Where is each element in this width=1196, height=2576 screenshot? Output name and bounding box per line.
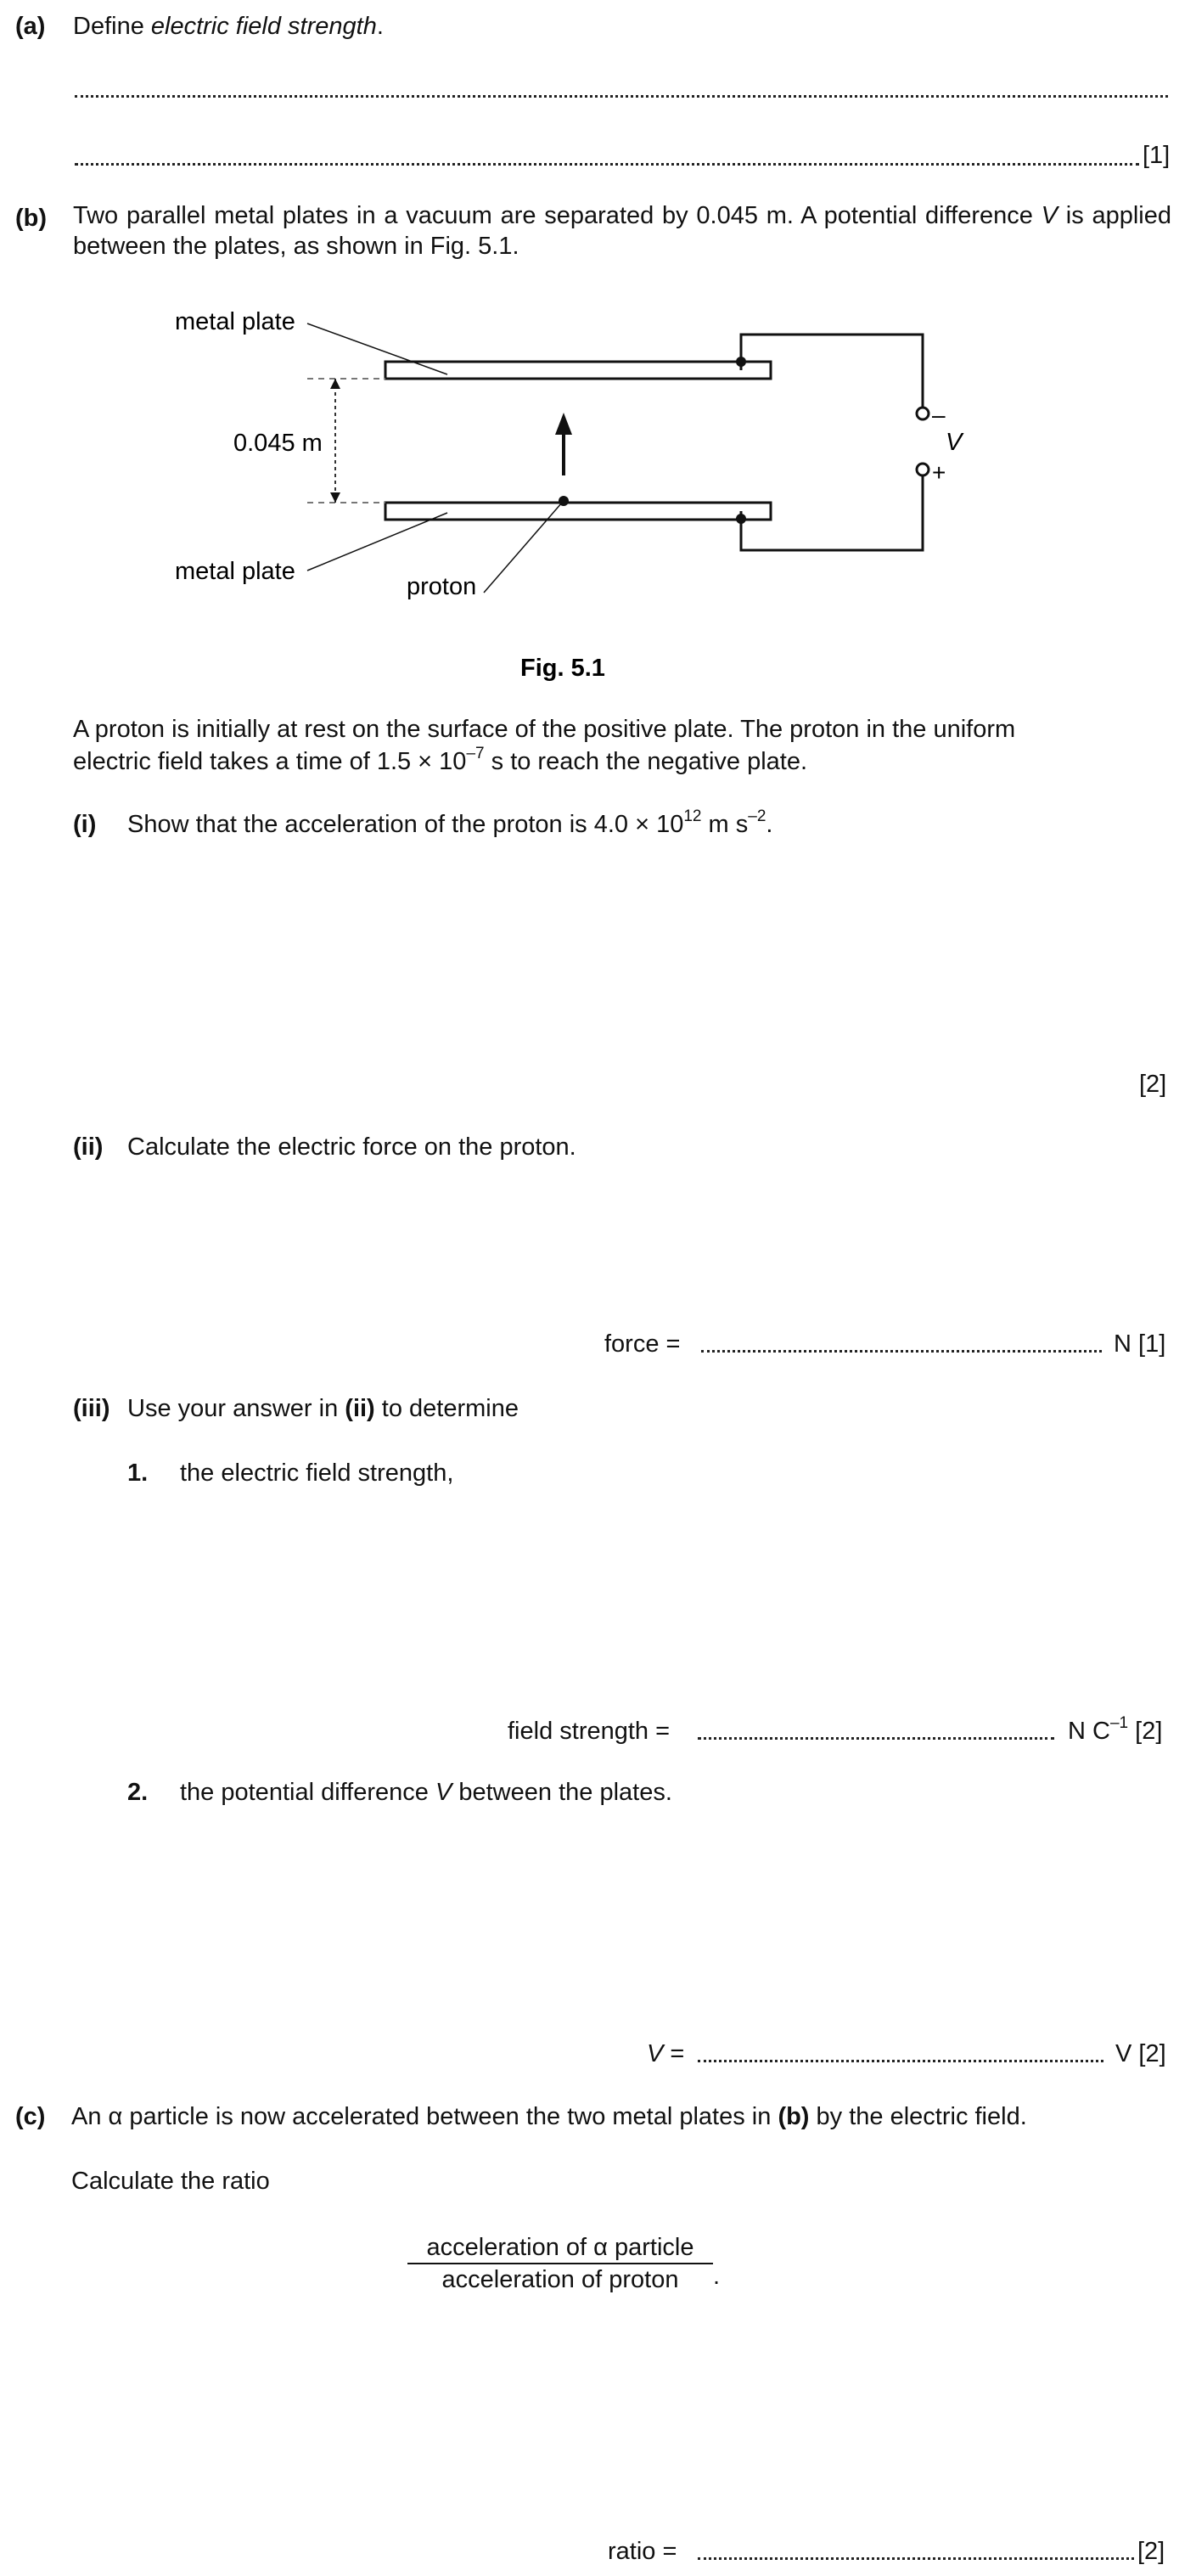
part-c-text-bold: (b) [778, 2103, 810, 2130]
q-iii-text-b: to determine [374, 1395, 519, 1422]
part-a-question [73, 12, 384, 42]
part-c-calc-text: Calculate the ratio [71, 2168, 270, 2195]
q-iii-1-number: 1. [127, 1460, 149, 1487]
separation-arrow-bottom [330, 492, 340, 503]
top-plate-label: metal plate [175, 308, 295, 335]
q-iii-1-text: the electric field strength, [180, 1460, 454, 1487]
q-ii-label: (ii) [73, 1133, 104, 1161]
proton-text-2-exp: –7 [466, 745, 485, 763]
part-c-text [71, 2102, 1027, 2132]
top-plate-leader [307, 323, 447, 374]
part-c-text-a: An α particle is now accelerated between the two metal plates in [71, 2103, 778, 2130]
part-c-label: (c) [15, 2103, 46, 2130]
q-iii-text-bold: (ii) [345, 1395, 375, 1422]
fraction-end: . [713, 2263, 721, 2290]
q-iii-text [127, 1394, 519, 1424]
ratio-marks: [2] [1137, 2538, 1165, 2565]
field-strength-answer-line[interactable] [698, 1737, 1054, 1740]
bottom-plate-leader [307, 513, 447, 571]
q-iii-2-text-var: V [435, 1779, 452, 1806]
positive-terminal [917, 464, 929, 475]
bottom-metal-plate [385, 503, 771, 520]
fraction-numerator: acceleration of α particle [426, 2234, 694, 2261]
voltage-marks: [2] [1138, 2040, 1166, 2067]
part-b-label: (b) [15, 205, 48, 232]
voltage-label: V [946, 429, 963, 456]
q-iii-2-number: 2. [127, 1779, 149, 1806]
field-strength-unit-exp: –1 [1109, 1714, 1129, 1733]
q-i-text-a: Show that the acceleration of the proton is 4.0 × 10 [127, 811, 684, 838]
fraction-bar [407, 2263, 713, 2264]
q-iii-label: (iii) [73, 1395, 110, 1422]
field-strength-answer-label: field strength = [508, 1718, 671, 1745]
proton-label: proton [407, 573, 477, 600]
proton-text-2b: s to reach the negative plate. [484, 748, 808, 775]
ratio-answer-label: ratio = [608, 2538, 677, 2565]
voltage-unit [1115, 2039, 1166, 2069]
ratio-fraction [407, 2233, 713, 2294]
part-c-text-b: by the electric field. [809, 2103, 1027, 2130]
force-answer-line[interactable] [701, 1350, 1102, 1353]
figure-5-1 [0, 289, 1196, 682]
answer-line-a1[interactable] [75, 95, 1168, 98]
voltage-answer-eq: = [663, 2040, 685, 2067]
fraction-denominator: acceleration of proton [441, 2266, 679, 2293]
voltage-answer-var: V [647, 2040, 664, 2067]
part-a-label: (a) [15, 13, 46, 40]
force-marks: [1] [1138, 1330, 1166, 1358]
minus-sign: – [932, 402, 946, 428]
separation-arrow-top [330, 379, 340, 389]
part-b-intro-post: is applied between the plates, as shown in Fig. 5.1. [73, 202, 1172, 260]
q-iii-text-a: Use your answer in [127, 1395, 345, 1422]
q-i-marks: [2] [1139, 1071, 1167, 1098]
force-unit-text: N [1114, 1330, 1131, 1358]
part-b-intro-var: V [1041, 202, 1058, 229]
field-strength-unit-text: N C [1068, 1718, 1110, 1745]
voltage-answer-label [647, 2039, 684, 2069]
q-iii-2-text-b: between the plates. [452, 1779, 672, 1806]
negative-terminal [917, 408, 929, 419]
force-arrow-head [555, 413, 572, 435]
part-b-intro [73, 200, 1171, 262]
answer-line-a2[interactable] [75, 163, 1139, 166]
q-i-exp1: 12 [683, 807, 702, 826]
part-a-text-before: Define [73, 13, 151, 40]
q-i-label: (i) [73, 811, 97, 838]
force-answer-label: force = [604, 1330, 681, 1358]
part-a-marks: [1] [1143, 142, 1171, 169]
q-i-exp2: –2 [748, 807, 766, 826]
bottom-plate-label: metal plate [175, 558, 295, 585]
top-metal-plate [385, 362, 771, 379]
voltage-answer-line[interactable] [698, 2060, 1103, 2062]
proton-text-line2 [73, 747, 807, 777]
part-a-text-after: . [376, 13, 384, 40]
part-b-intro-pre: Two parallel metal plates in a vacuum are separated by 0.045 m. A potential difference [73, 202, 1042, 229]
top-wire-junction [736, 357, 746, 367]
figure-caption: Fig. 5.1 [520, 655, 605, 682]
ratio-answer-line[interactable] [698, 2557, 1134, 2560]
part-a-term: electric field strength [150, 13, 377, 40]
q-iii-2-text-a: the potential difference [180, 1779, 435, 1806]
q-iii-2-text [180, 1778, 672, 1808]
bottom-wire-junction [736, 514, 746, 524]
separation-label: 0.045 m [233, 430, 323, 457]
plus-sign: + [932, 459, 946, 486]
force-unit [1114, 1330, 1165, 1359]
voltage-unit-text: V [1115, 2040, 1132, 2067]
proton-text-2a: electric field takes a time of 1.5 × 10 [73, 748, 467, 775]
q-i-text [127, 807, 773, 840]
q-i-text-b: m s [701, 811, 749, 838]
proton-text-line1: A proton is initially at rest on the surface of the positive plate. The proton in the uniform [73, 716, 1016, 743]
field-strength-unit [1068, 1714, 1163, 1746]
q-ii-text: Calculate the electric force on the proton. [127, 1133, 576, 1161]
q-i-text-c: . [766, 811, 773, 838]
field-strength-marks: [2] [1135, 1718, 1163, 1745]
